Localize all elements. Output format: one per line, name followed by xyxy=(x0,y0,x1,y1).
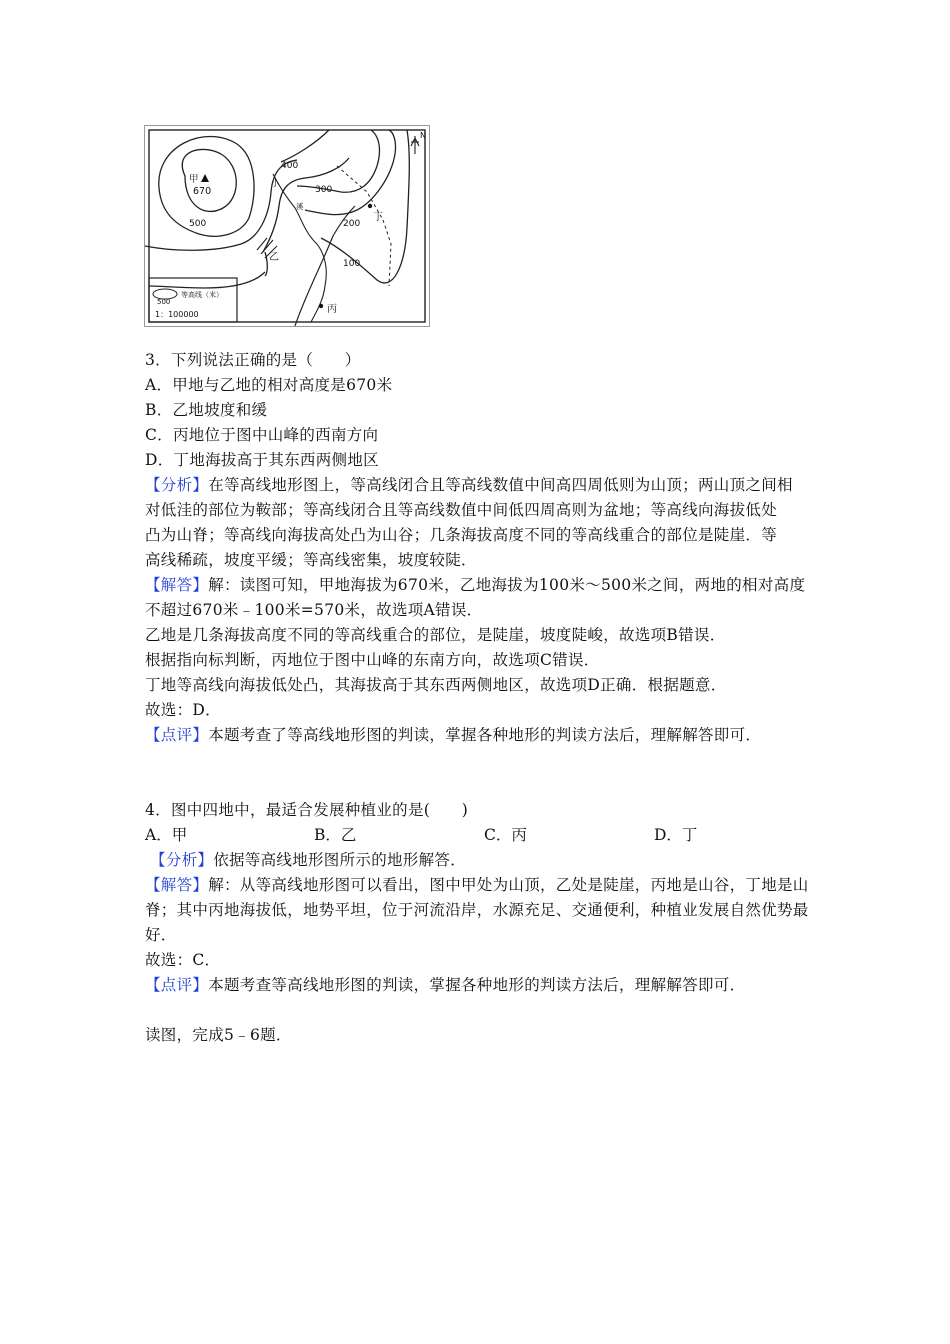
q3-answer-tag: 【解答】 xyxy=(145,576,209,594)
q3-option-d: D．丁地海拔高于其东西两侧地区 xyxy=(145,451,379,469)
legend-scale: 1：100000 xyxy=(155,310,199,319)
q4-answer-line-4: 故选：C． xyxy=(145,951,221,969)
footer-instruction: 读图，完成5﹣6题． xyxy=(145,1026,292,1044)
q3-option-a: A．甲地与乙地的相对高度是670米 xyxy=(145,376,393,394)
q4-answer-line-1: 【解答】解：从等高线地形图可以看出，图中甲处为山顶，乙处是陡崖，丙地是山谷，丁地是山 xyxy=(145,876,809,894)
q4-answer-tag: 【解答】 xyxy=(145,876,209,894)
legend-sample-value: 500 xyxy=(157,298,171,306)
contour-map-figure xyxy=(144,125,430,327)
q3-answer-line-3: 乙地是几条海拔高度不同的等高线重合的部位，是陡崖，坡度陡峻，故选项B错误． xyxy=(145,626,726,644)
contour-label-400: 400 xyxy=(281,161,299,171)
q4-analysis-tag: 【分析】 xyxy=(150,851,214,869)
contour-map xyxy=(145,126,429,326)
q3-analysis-line-3: 凸为山脊；等高线向海拔高处凸为山谷；几条海拔高度不同的等高线重合的部位是陡崖．等 xyxy=(145,526,778,544)
q3-answer-line-6: 故选：D． xyxy=(145,701,221,719)
q4-option-d: D．丁 xyxy=(654,826,698,844)
q3-answer-line-2: 不超过670米﹣100米=570米，故选项A错误． xyxy=(145,601,483,619)
q3-stem: 3．下列说法正确的是（ ） xyxy=(145,351,361,369)
legend-name: 等高线（米） xyxy=(181,291,223,299)
contour-label-300: 300 xyxy=(315,185,333,195)
jia-elevation: 670 xyxy=(193,186,212,197)
yi-label: 乙 xyxy=(269,252,279,263)
q4-answer-line-3: 好． xyxy=(145,926,177,944)
bing-label: 丙 xyxy=(327,304,337,315)
stream-label-1: 小 xyxy=(271,179,280,189)
contour-label-100: 100 xyxy=(343,259,361,269)
q3-comment: 【点评】本题考查了等高线地形图的判读，掌握各种地形的判读方法后，理解解答即可． xyxy=(145,726,762,744)
contour-label-500: 500 xyxy=(189,219,207,229)
q3-option-c: C．丙地位于图中山峰的西南方向 xyxy=(145,426,379,444)
ding-label: 丁 xyxy=(373,212,383,223)
q4-stem: 4．图中四地中，最适合发展种植业的是( ) xyxy=(145,801,469,819)
q4-comment-tag: 【点评】 xyxy=(145,976,209,994)
q4-comment: 【点评】本题考查等高线地形图的判读，掌握各种地形的判读方法后，理解解答即可． xyxy=(145,976,746,994)
contour-label-200: 200 xyxy=(343,219,361,229)
q3-analysis-line-1: 【分析】在等高线地形图上，等高线闭合且等高线数值中间高四周低则为山顶；两山顶之间相 xyxy=(145,476,793,494)
q4-answer-line-2: 脊；其中丙地海拔低，地势平坦，位于河流沿岸，水源充足、交通便利，种植业发展自然优势最 xyxy=(145,901,809,919)
stream-label-2: 溪 xyxy=(296,202,304,211)
q3-option-b: B．乙地坡度和缓 xyxy=(145,401,268,419)
q3-answer-line-5: 丁地等高线向海拔低处凸，其海拔高于其东西两侧地区，故选项D正确．根据题意． xyxy=(145,676,727,694)
jia-label: 甲 xyxy=(189,174,199,185)
q3-analysis-line-4: 高线稀疏，坡度平缓；等高线密集，坡度较陡． xyxy=(145,551,477,569)
q3-analysis-line-2: 对低洼的部位为鞍部；等高线闭合且等高线数值中间低四周高则为盆地；等高线向海拔低处 xyxy=(145,501,778,519)
q4-option-a: A．甲 xyxy=(145,826,188,844)
q3-analysis-tag: 【分析】 xyxy=(145,476,209,494)
north-label: N xyxy=(420,131,426,140)
q3-answer-line-1: 【解答】解：读图可知，甲地海拔为670米，乙地海拔为100米～500米之间，两地的相对高度 xyxy=(145,576,806,594)
q3-comment-tag: 【点评】 xyxy=(145,726,209,744)
q4-option-c: C．丙 xyxy=(484,826,527,844)
q4-analysis: 【分析】依据等高线地形图所示的地形解答． xyxy=(150,851,467,869)
q4-option-b: B．乙 xyxy=(314,826,357,844)
q3-answer-line-4: 根据指向标判断，丙地位于图中山峰的东南方向，故选项C错误． xyxy=(145,651,600,669)
